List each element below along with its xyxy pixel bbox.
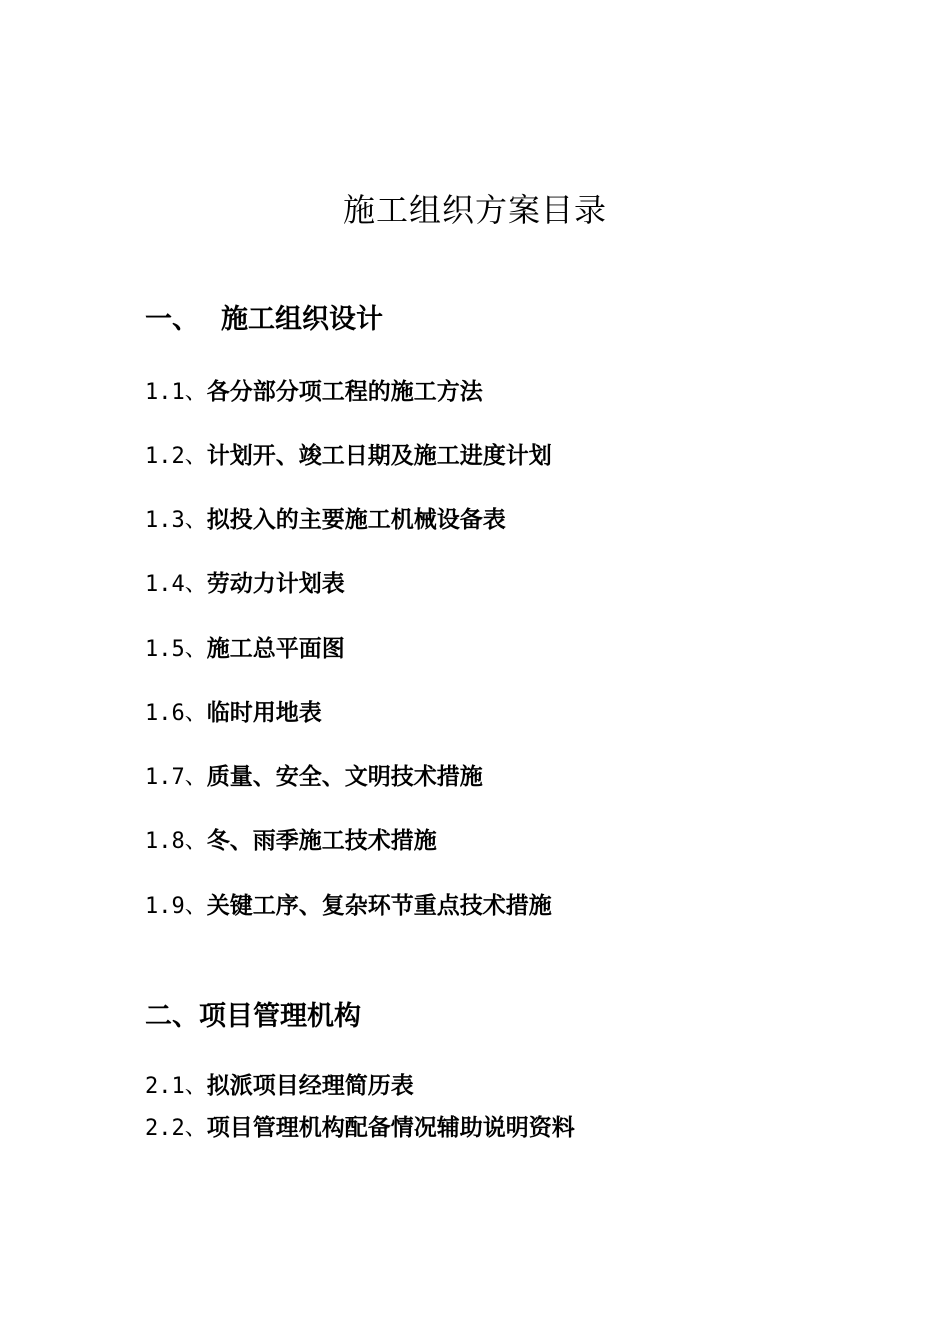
section-title: 项目管理机构 <box>199 1001 361 1032</box>
toc-item-1-1 <box>145 376 483 409</box>
document-title: 施工组织方案目录 <box>342 191 607 229</box>
item-text: 关键工序、复杂环节重点技术措施 <box>206 893 552 919</box>
item-text: 冬、雨季施工技术措施 <box>206 828 437 854</box>
item-text: 质量、安全、文明技术措施 <box>206 764 483 790</box>
item-number: 1.9、 <box>145 894 207 919</box>
toc-item-2-1 <box>145 1070 414 1103</box>
item-number: 1.7、 <box>145 765 207 790</box>
item-number: 1.5、 <box>145 637 207 662</box>
item-text: 拟派项目经理简历表 <box>206 1073 414 1099</box>
toc-item-1-9 <box>145 890 552 923</box>
toc-item-1-3 <box>145 504 506 537</box>
section-heading-2 <box>145 999 361 1035</box>
toc-item-1-2 <box>145 440 552 473</box>
toc-item-1-7 <box>145 761 483 794</box>
item-number: 1.2、 <box>145 444 207 469</box>
item-number: 1.1、 <box>145 380 207 405</box>
section-heading-1 <box>145 302 383 338</box>
toc-item-1-5 <box>145 633 345 666</box>
item-number: 1.6、 <box>145 701 207 726</box>
section-number: 一、 <box>145 304 199 335</box>
item-number: 1.4、 <box>145 572 207 597</box>
toc-item-1-6 <box>145 697 322 730</box>
toc-item-1-4 <box>145 568 345 601</box>
section-number: 二、 <box>145 1001 199 1032</box>
item-text: 临时用地表 <box>206 700 322 726</box>
item-text: 劳动力计划表 <box>206 571 345 597</box>
item-text: 计划开、竣工日期及施工进度计划 <box>206 443 552 469</box>
section-title: 施工组织设计 <box>221 304 383 335</box>
item-number: 1.3、 <box>145 508 207 533</box>
toc-item-2-2 <box>145 1112 575 1145</box>
item-number: 1.8、 <box>145 829 207 854</box>
item-number: 2.2、 <box>145 1116 207 1141</box>
toc-item-1-8 <box>145 825 437 858</box>
item-text: 施工总平面图 <box>206 636 345 662</box>
item-text: 各分部分项工程的施工方法 <box>206 379 483 405</box>
item-text: 拟投入的主要施工机械设备表 <box>206 507 506 533</box>
item-number: 2.1、 <box>145 1074 207 1099</box>
item-text: 项目管理机构配备情况辅助说明资料 <box>206 1115 575 1141</box>
